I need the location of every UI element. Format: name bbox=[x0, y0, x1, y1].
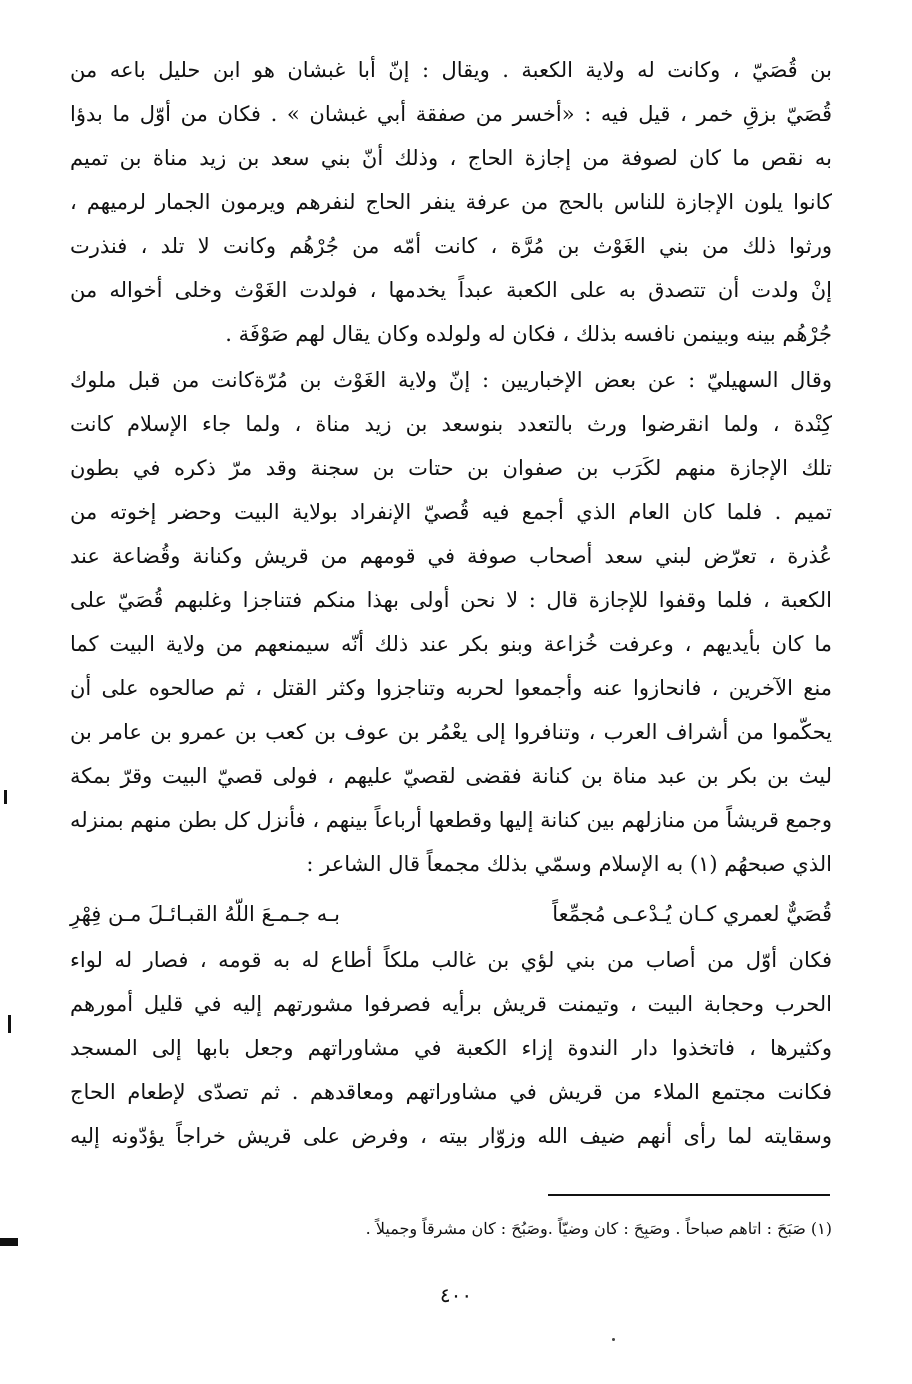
text-line: ورثوا ذلك من بني الغَوْث بن مُرَّة ، كانت أمّه من جُرْهُم وكانت لا تلد ، فنذرت bbox=[70, 234, 832, 258]
verse-first-hemistich: قُصَيٌّ لعمري كـان يُـدْعـى مُجمِّعاً bbox=[552, 902, 832, 926]
text-line: قُصَيّ بزقِ خمر ، قيل فيه : «أخسر من صفقة أبي غبشان » . فكان من أوّل ما بدؤا bbox=[70, 102, 832, 126]
text-line: جُرْهُم بينه وبينمن نافسه بذلك ، فكان له ولولده وكان يقال لهم صَوْفَة . bbox=[225, 322, 832, 346]
text-line: كانوا يلون الإجازة للناس بالحج من عرفة ينفر الحاج لنفرهم ويرمون الجمار لرميهم ، bbox=[70, 190, 832, 214]
text-line: الحرب وحجابة البيت ، وتيمنت قريش برأيه فصرفوا مشورتهم إليه في قليل أمورهم bbox=[70, 992, 832, 1016]
footnote: (١) صَبَحَ : اتاهم صباحاً . وصَبِحَ : كان وضيّاً .وصَبُحَ : كان مشرقاً وجميلاً . bbox=[365, 1219, 832, 1238]
text-line: تلك الإجازة منهم لكَرَب بن صفوان بن حتات بن سجنة وقد مرّ ذكره في بطون bbox=[70, 456, 832, 480]
text-line: فكان أوّل من أصاب من بني لؤي بن غالب ملكاً أطاع له به قومه ، فصار له لواء bbox=[70, 948, 832, 972]
text-line: به نقص ما كان لصوفة من إجازة الحاج ، وذلك أنّ بني سعد بن زيد مناة بن تميم bbox=[70, 146, 832, 170]
verse-second-hemistich: بـه جـمـعَ اللّهُ القبـائـلَ مـن فِهْرِ bbox=[70, 902, 341, 926]
scan-edge-mark bbox=[0, 1238, 18, 1246]
scan-edge-mark bbox=[8, 1015, 11, 1033]
text-line: كِنْدة ، ولما انقرضوا ورث بالتعدد بنوسعد بن زيد مناة ، ولما جاء الإسلام كانت bbox=[70, 412, 832, 436]
paragraph-2 bbox=[70, 358, 832, 886]
text-line: وقال السهيليّ : عن بعض الإخباريين : إنّ ولاية الغَوْث بن مُرّةكانت من قبل ملوك bbox=[70, 368, 832, 392]
text-line: بن قُصَيّ ، وكانت له ولاية الكعبة . ويقال : إنّ أبا غبشان هو ابن حليل باعه من bbox=[70, 58, 832, 82]
paragraph-1 bbox=[70, 48, 832, 356]
scan-edge-mark bbox=[4, 790, 7, 804]
page-number: ٤٠٠ bbox=[439, 1283, 473, 1307]
text-line: وكثيرها ، فاتخذوا دار الندوة إزاء الكعبة في مشاوراتهم وجعل بابها إلى المسجد bbox=[70, 1036, 832, 1060]
paragraph-3 bbox=[70, 938, 832, 1158]
text-line: منع الآخرين ، فانحازوا عنه وأجمعوا لحربه وتناجزوا وكثر القتل ، ثم صالحوه على أن bbox=[70, 676, 832, 700]
poem-verse bbox=[70, 892, 832, 936]
text-line: عُذرة ، تعرّض لبني سعد أصحاب صوفة في قومهم من قريش وكنانة وقُضاعة عند bbox=[70, 544, 832, 568]
text-line: يحكّموا من أشراف العرب ، وتنافروا إلى يعْمُر بن عوف بن كعب بن عمرو بن عامر بن bbox=[70, 720, 832, 744]
text-line: الذي صبحهُم (١) به الإسلام وسمّي بذلك مجمعاً قال الشاعر : bbox=[306, 852, 832, 876]
text-line: الكعبة ، فلما وقفوا للإجازة قال : لا نحن أولى بهذا منكم فتناجزا وغلبهم قُصَيّ على bbox=[70, 588, 832, 612]
text-line: ليث بن بكر بن عبد مناة بن كنانة فقضى لقصيّ عليهم ، فولى قصيّ البيت وقرّ بمكة bbox=[70, 764, 832, 788]
text-line: وسقايته لما رأى أنهم ضيف الله وزوّار بيته ، وفرض على قريش خراجاً يؤدّونه إليه bbox=[70, 1124, 832, 1148]
scan-speck bbox=[612, 1338, 615, 1341]
text-line: فكانت مجتمع الملاء من قريش في مشاوراتهم ومعاقدهم . ثم تصدّى لإطعام الحاج bbox=[70, 1080, 832, 1104]
text-line: وجمع قريشاً من منازلهم بين كنانة إليها وقطعها أرباعاً بينهم ، فأنزل كل بطن منهم بمنزله bbox=[70, 808, 832, 832]
text-line: تميم . فلما كان العام الذي أجمع فيه قُصيّ الإنفراد بولاية البيت وحضر إخوته من bbox=[70, 500, 832, 524]
text-line: ما كان بأيديهم ، وعرفت خُزاعة وبنو بكر عند ذلك أنّه سيمنعهم من ولاية البيت كما bbox=[70, 632, 832, 656]
text-line: إنْ ولدت أن تتصدق به على الكعبة عبداً يخدمها ، فولدت الغَوْث وخلى أخواله من bbox=[70, 278, 832, 302]
footnote-separator bbox=[548, 1194, 830, 1196]
